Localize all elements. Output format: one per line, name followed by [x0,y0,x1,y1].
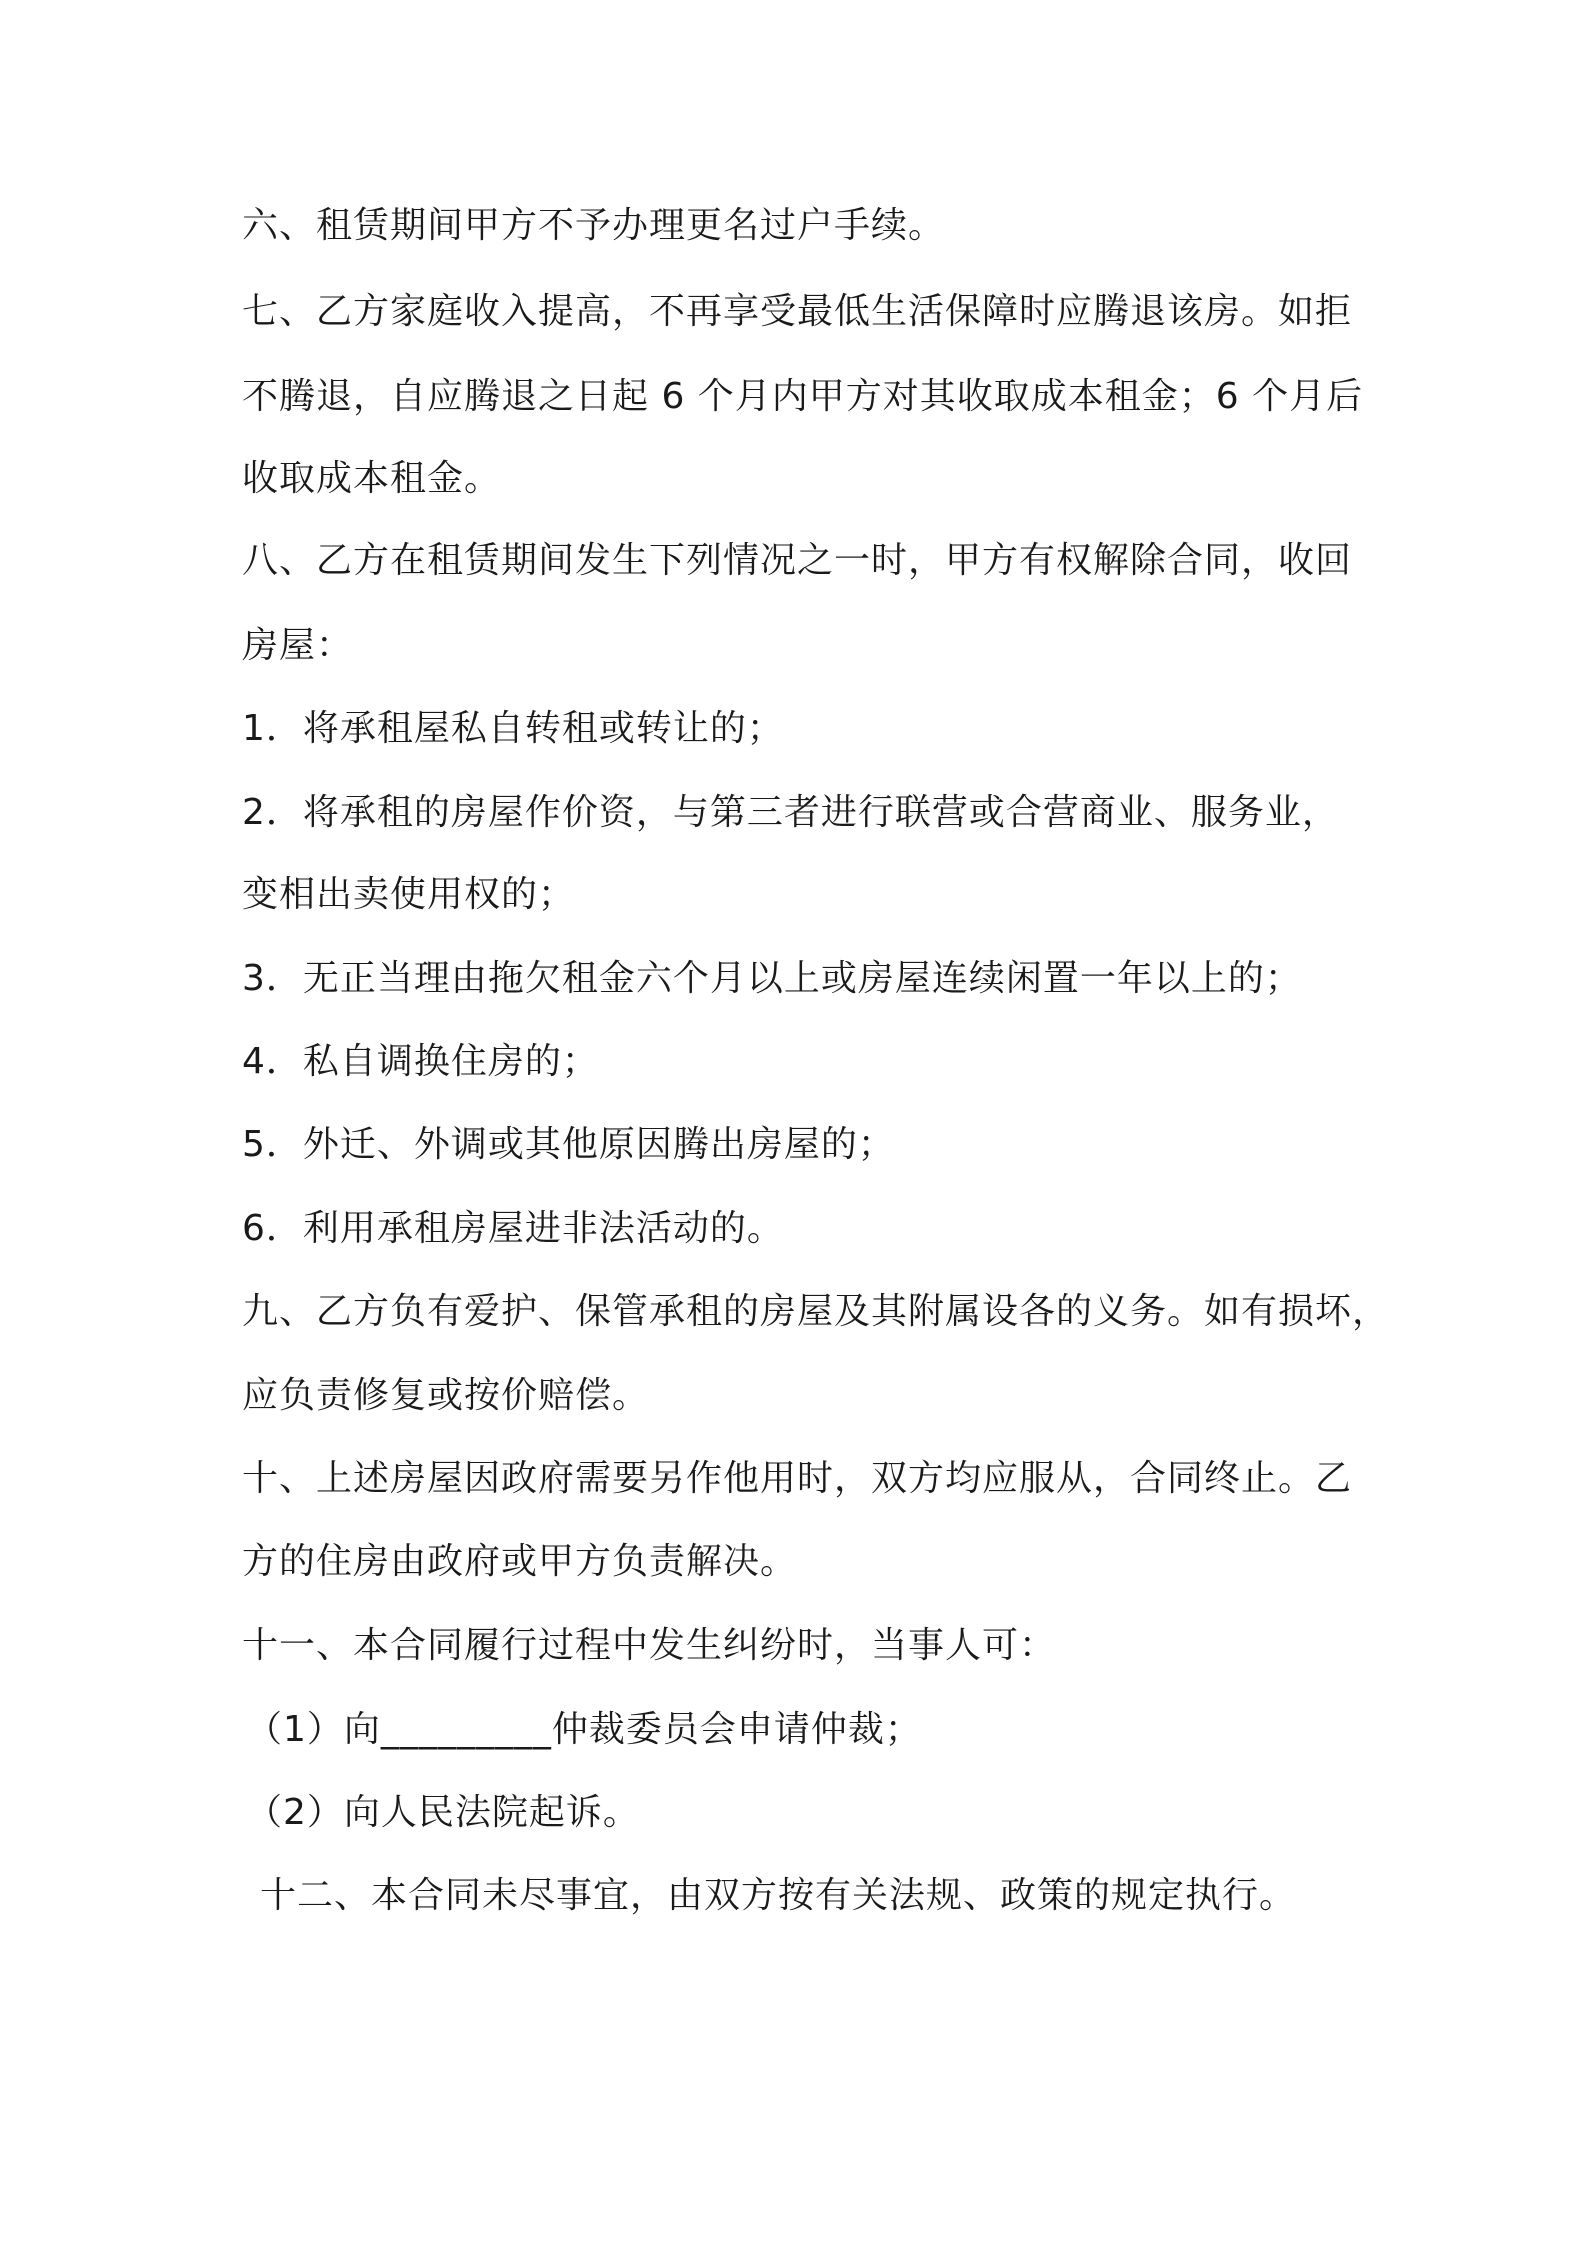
clause-8-item-2-line-2: 变相出卖使用权的； [242,874,576,915]
clause-8-line-2: 房屋： [242,625,354,666]
clause-10-line-1: 十、上述房屋因政府需要另作他用时，双方均应服从，合同终止。乙 [242,1458,1353,1499]
clause-10-line-2: 方的住房由政府或甲方负责解决。 [242,1541,798,1582]
clause-7-line-2: 不腾退，自应腾退之日起 6 个月内甲方对其收取成本租金；6 个月后 [242,376,1364,417]
clause-6-line: 六、租赁期间甲方不予办理更名过户手续。 [242,205,946,246]
clause-9-line-2: 应负责修复或按价赔偿。 [242,1375,650,1416]
clause-8-item-6: 6．利用承租房屋进非法活动的。 [242,1208,784,1249]
clause-8-item-1: 1．将承租屋私自转租或转让的； [242,708,784,749]
clause-8-item-5: 5．外迁、外调或其他原因腾出房屋的； [242,1124,895,1165]
clause-9-line-1: 九、乙方负有爱护、保管承租的房屋及其附属设各的义务。如有损坏， [242,1291,1390,1332]
clause-12-line: 十二、本合同未尽事宜，由双方按有关法规、政策的规定执行。 [260,1875,1297,1916]
clause-11-option-2: （2）向人民法院起诉。 [246,1792,640,1833]
clause-8-line-1: 八、乙方在租赁期间发生下列情况之一时，甲方有权解除合同，收回 [242,540,1353,581]
clause-8-item-4: 4．私自调换住房的； [242,1041,599,1082]
clause-8-item-3: 3．无正当理由拖欠租金六个月以上或房屋连续闲置一年以上的； [242,958,1302,999]
clause-11-option-1: （1）向_________仲裁委员会申请仲裁； [246,1709,922,1750]
clause-8-item-2-line-1: 2．将承租的房屋作价资，与第三者进行联营或合营商业、服务业， [242,792,1339,833]
clause-7-line-3: 收取成本租金。 [242,458,502,499]
clause-7-line-1: 七、乙方家庭收入提高，不再享受最低生活保障时应腾退该房。如拒 [242,291,1353,332]
clause-11-line: 十一、本合同履行过程中发生纠纷时，当事人可： [242,1625,1057,1666]
